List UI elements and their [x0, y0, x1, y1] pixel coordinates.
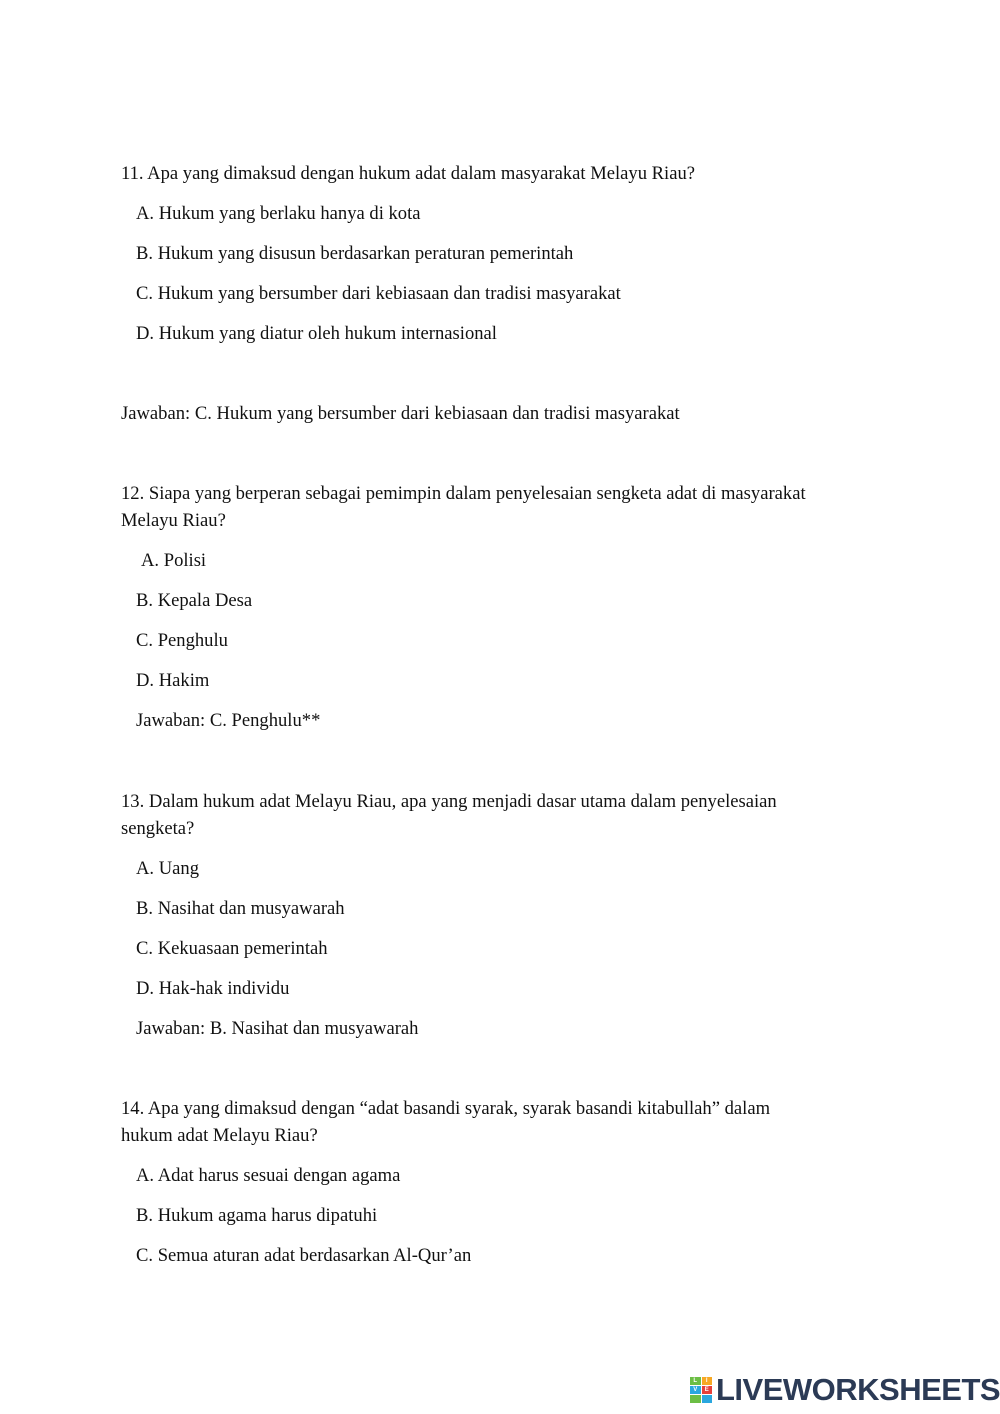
- question-14-option-a: A. Adat harus sesuai dengan agama: [136, 1165, 401, 1186]
- question-11-option-c: C. Hukum yang bersumber dari kebiasaan dan tradisi masyarakat: [136, 283, 621, 304]
- liveworksheets-logo-icon: L I V E: [690, 1377, 712, 1403]
- question-14-option-b: B. Hukum agama harus dipatuhi: [136, 1205, 378, 1226]
- question-13-stem-line-2: sengketa?: [121, 818, 195, 839]
- question-14-stem-line-2: hukum adat Melayu Riau?: [121, 1125, 318, 1146]
- question-13-option-b: B. Nasihat dan musyawarah: [136, 898, 345, 919]
- question-13-stem-line-1: 13. Dalam hukum adat Melayu Riau, apa yang menjadi dasar utama dalam penyelesaian: [121, 791, 777, 812]
- question-12-answer: Jawaban: C. Penghulu**: [136, 710, 321, 731]
- question-12-option-b: B. Kepala Desa: [136, 590, 253, 611]
- question-14-option-c: C. Semua aturan adat berdasarkan Al-Qur’an: [136, 1245, 472, 1266]
- question-12-stem-line-2: Melayu Riau?: [121, 510, 226, 531]
- question-11-option-a: A. Hukum yang berlaku hanya di kota: [136, 203, 421, 224]
- question-12-stem-line-1: 12. Siapa yang berperan sebagai pemimpin dalam penyelesaian sengketa adat di masyarakat: [121, 483, 806, 504]
- question-13-option-d: D. Hak-hak individu: [136, 978, 290, 999]
- liveworksheets-wordmark: LIVEWORKSHEETS: [716, 1372, 1000, 1407]
- liveworksheets-logo: [690, 1372, 1000, 1408]
- question-13-answer: Jawaban: B. Nasihat dan musyawarah: [136, 1018, 419, 1039]
- question-13-option-c: C. Kekuasaan pemerintah: [136, 938, 328, 959]
- question-11-option-b: B. Hukum yang disusun berdasarkan peraturan pemerintah: [136, 243, 574, 264]
- question-12-option-d: D. Hakim: [136, 670, 210, 691]
- question-14-stem-line-1: 14. Apa yang dimaksud dengan “adat basandi syarak, syarak basandi kitabullah” dalam: [121, 1098, 771, 1119]
- question-12-option-a: A. Polisi: [141, 550, 207, 571]
- question-13-option-a: A. Uang: [136, 858, 199, 879]
- question-11-stem: 11. Apa yang dimaksud dengan hukum adat dalam masyarakat Melayu Riau?: [121, 163, 696, 184]
- question-12-option-c: C. Penghulu: [136, 630, 228, 651]
- question-11-answer: Jawaban: C. Hukum yang bersumber dari kebiasaan dan tradisi masyarakat: [121, 403, 680, 424]
- question-11-option-d: D. Hukum yang diatur oleh hukum internasional: [136, 323, 497, 344]
